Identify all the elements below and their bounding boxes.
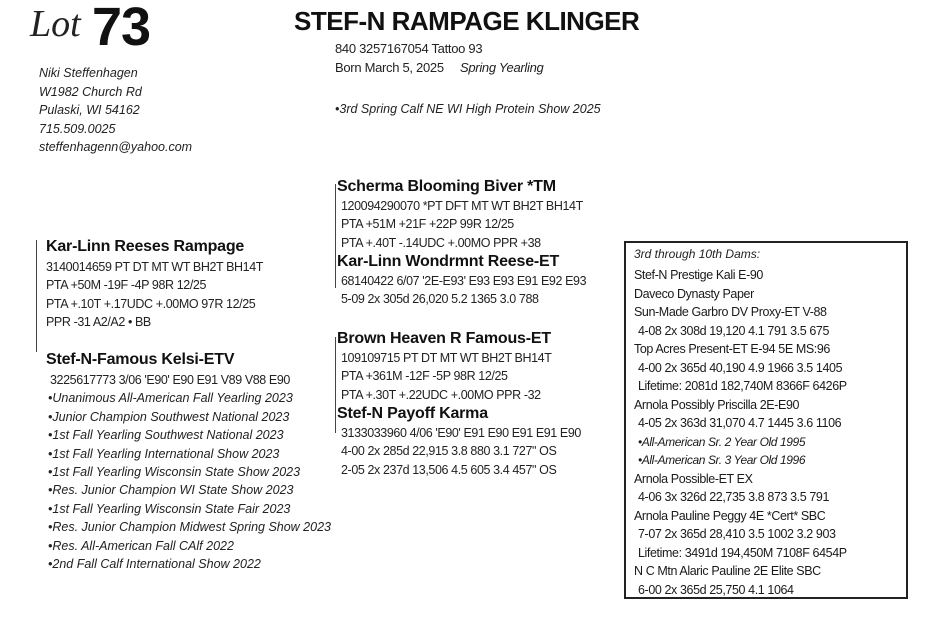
dam-sire-info-line: 109109715 PT DT MT WT BH2T BH14T	[341, 351, 552, 365]
dam-block	[46, 351, 331, 573]
sire-info-line: PTA +.10T +.17UDC +.00MO 97R 12/25	[46, 296, 256, 311]
sire-sire-info-line: PTA +.40T -.14UDC +.00MO PPR +38	[341, 235, 541, 250]
dam-record-line: Lifetime: 3491d 194,450M 7108F 6454P	[638, 545, 847, 560]
sire-dam-block	[337, 253, 586, 309]
dam-achievement: •Res. All-American Fall CAlf 2022	[48, 538, 234, 553]
sire-sire-block	[337, 178, 583, 252]
dam-achievement: •1st Fall Yearling Wisconsin State Show 2023	[48, 465, 301, 480]
dam-record-line: 4-06 3x 326d 22,735 3.8 873 3.5 791	[638, 490, 830, 504]
dams-box-heading: 3rd through 10th Dams:	[634, 247, 761, 261]
sire-sire-info-line: 120094290070 *PT DFT MT WT BH2T BH14T	[341, 199, 583, 213]
sire-name: Kar-Linn Reeses Rampage	[46, 238, 245, 255]
dam-achievement: •Res. Junior Champion WI State Show 2023	[48, 483, 294, 498]
dam-sire-block	[337, 330, 551, 404]
dam-dam-info-line: 2-05 2x 237d 13,506 4.5 605 3.4 457" OS	[341, 462, 557, 477]
owner-name: Niki Steffenhagen	[39, 66, 138, 80]
dam-record-line: 4-05 2x 363d 31,070 4.7 1445 3.6 1106	[638, 416, 842, 430]
sire-dam-connector	[36, 240, 37, 352]
dam-record-line: 4-00 2x 365d 40,190 4.9 1966 3.5 1405	[638, 360, 843, 375]
dam-record-line: 7-07 2x 365d 28,410 3.5 1002 3.2 903	[638, 527, 836, 541]
sire-branch-connector	[335, 184, 336, 288]
lot-number: 73	[92, 0, 151, 57]
owner-info	[39, 64, 192, 157]
dam-achievement: •Res. Junior Champion Midwest Spring Show 2023	[48, 520, 331, 535]
lot-label: Lot	[30, 3, 81, 45]
dam-line: Sun-Made Garbro DV Proxy-ET V-88	[634, 305, 827, 319]
dam-line: Daveco Dynasty Paper	[634, 286, 754, 301]
owner-email: steffenhagenn@yahoo.com	[39, 140, 193, 154]
animal-title: STEF-N RAMPAGE KLINGER	[294, 6, 640, 36]
dam-sire-info-line: PTA +.30T +.22UDC +.00MO PPR -32	[341, 387, 541, 402]
dam-achievement-line: •All-American Sr. 3 Year Old 1996	[638, 453, 806, 467]
dam-line: Stef-N Prestige Kali E-90	[634, 268, 763, 282]
dam-achievement: •Unanimous All-American Fall Yearling 2023	[48, 391, 293, 406]
dam-achievement: •2nd Fall Calf International Show 2022	[48, 557, 261, 572]
sire-sire-info-line: PTA +51M +21F +22P 99R 12/25	[341, 217, 514, 232]
dam-sire-name: Brown Heaven R Famous-ET	[337, 330, 551, 347]
sire-dam-info-line: 68140422 6/07 '2E-E93' E93 E93 E91 E92 E93	[341, 274, 587, 288]
dam-achievement: •1st Fall Yearling International Show 2023	[48, 446, 280, 461]
dam-info-line: 3225617773 3/06 'E90' E90 E91 V89 V88 E90	[50, 373, 290, 387]
sire-info-line: PTA +50M -19F -4P 98R 12/25	[46, 278, 207, 293]
dam-line: Arnola Possible-ET EX	[634, 471, 753, 486]
dam-sire-info-line: PTA +361M -12F -5P 98R 12/25	[341, 369, 508, 384]
dam-dam-block	[337, 405, 581, 479]
sire-info-line: 3140014659 PT DT MT WT BH2T BH14T	[46, 260, 264, 274]
dam-record-line: 4-08 2x 308d 19,120 4.1 791 3.5 675	[638, 323, 830, 338]
dam-line: Top Acres Present-ET E-94 5E MS:96	[634, 342, 830, 356]
sire-info-line: PPR -31 A2/A2 • BB	[46, 315, 151, 330]
dam-name: Stef-N-Famous Kelsi-ETV	[46, 351, 235, 368]
dam-achievement: •1st Fall Yearling Wisconsin State Fair 2023	[48, 501, 291, 516]
owner-street: W1982 Church Rd	[39, 84, 142, 99]
age-class: Spring Yearling	[460, 60, 544, 75]
dam-record-line: Lifetime: 2081d 182,740M 8366F 6426P	[638, 379, 847, 393]
dam-achievement: •Junior Champion Southwest National 2023	[48, 409, 290, 424]
dam-achievement: •1st Fall Yearling Southwest National 2023	[48, 428, 284, 443]
birth-date: Born March 5, 2025	[335, 60, 444, 75]
dam-achievement-line: •All-American Sr. 2 Year Old 1995	[638, 434, 806, 449]
sire-block	[46, 238, 263, 332]
sire-dam-info-line: 5-09 2x 305d 26,020 5.2 1365 3.0 788	[341, 292, 539, 307]
calf-achievement: •3rd Spring Calf NE WI High Protein Show 2025	[335, 102, 601, 116]
owner-phone: 715.509.0025	[39, 121, 116, 136]
dam-branch-connector	[335, 337, 336, 433]
dam-record-line: 6-00 2x 365d 25,750 4.1 1064	[638, 582, 794, 597]
dam-dam-name: Stef-N Payoff Karma	[337, 405, 488, 422]
sire-sire-name: Scherma Blooming Biver *TM	[337, 178, 556, 195]
sire-dam-name: Kar-Linn Wondrmnt Reese-ET	[337, 253, 560, 270]
dam-dam-info-line: 3133033960 4/06 'E90' E91 E90 E91 E91 E90	[341, 426, 581, 440]
owner-city: Pulaski, WI 54162	[39, 103, 140, 117]
dam-line: Arnola Possibly Priscilla 2E-E90	[634, 397, 800, 412]
dam-dam-info-line: 4-00 2x 285d 22,915 3.8 880 3.1 727" OS	[341, 444, 557, 459]
dam-line: Arnola Pauline Peggy 4E *Cert* SBC	[634, 508, 826, 523]
dam-line: N C Mtn Alaric Pauline 2E Elite SBC	[634, 564, 821, 578]
registration-line: 840 3257167054 Tattoo 93	[335, 41, 483, 56]
dams-list	[634, 266, 847, 599]
